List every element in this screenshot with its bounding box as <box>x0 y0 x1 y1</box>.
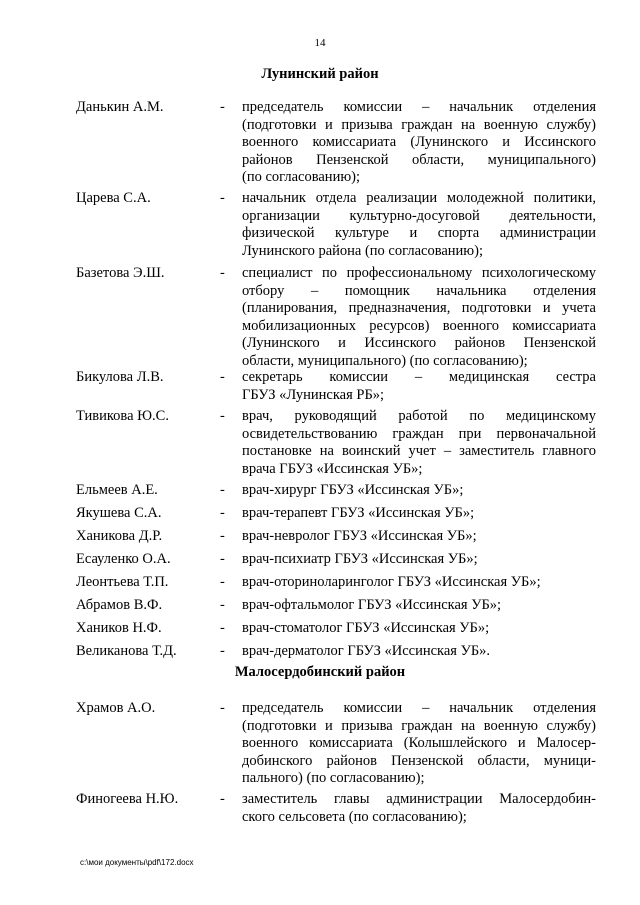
member-role <box>242 700 596 788</box>
dash-separator: - <box>220 643 225 659</box>
role-line: председатель комиссии – начальник отделения <box>242 99 596 115</box>
dash-separator: - <box>220 505 225 521</box>
role-line: (подготовки и призыва граждан на военную службу) <box>242 116 596 133</box>
footer-file-path: c:\мои документы\pdf\172.docx <box>80 858 194 867</box>
role-line: районов Пензенской области, муниципального) <box>242 151 596 168</box>
dash-separator: - <box>220 190 225 206</box>
dash-separator: - <box>220 574 225 590</box>
role-line: организации культурно-досуговой деятельности, <box>242 207 596 224</box>
member-role <box>242 482 596 500</box>
member-name: Великанова Т.Д. <box>76 643 177 659</box>
dash-separator: - <box>220 265 225 281</box>
member-role <box>242 643 596 661</box>
member-role <box>242 528 596 546</box>
member-name: Бикулова Л.В. <box>76 369 164 385</box>
dash-separator: - <box>220 528 225 544</box>
dash-separator: - <box>220 791 225 807</box>
member-name: Базетова Э.Ш. <box>76 265 165 281</box>
role-line: врач-хирург ГБУЗ «Иссинская УБ»; <box>242 482 464 498</box>
dash-separator: - <box>220 99 225 115</box>
member-role <box>242 265 596 371</box>
member-name: Ельмеев А.Е. <box>76 482 158 498</box>
role-line: врач-оториноларинголог ГБУЗ «Иссинская УБ»; <box>242 574 541 590</box>
role-line: мобилизационных ресурсов) военного комиссариата <box>242 317 596 334</box>
member-role <box>242 574 596 592</box>
dash-separator: - <box>220 597 225 613</box>
dash-separator: - <box>220 408 225 424</box>
member-name: Царева С.А. <box>76 190 151 206</box>
dash-separator: - <box>220 620 225 636</box>
role-line: отбору – помощник начальника отделения <box>242 282 596 299</box>
role-line: врач, руководящий работой по медицинскому <box>242 408 596 424</box>
dash-separator: - <box>220 551 225 567</box>
role-line: военного комиссариата (Колышлейского и Малосер- <box>242 735 596 752</box>
member-name: Якушева С.А. <box>76 505 162 521</box>
member-role <box>242 597 596 615</box>
member-name: Данькин А.М. <box>76 99 164 115</box>
member-name: Ханикова Д.Р. <box>76 528 163 544</box>
role-line: председатель комиссии – начальник отделения <box>242 700 596 716</box>
dash-separator: - <box>220 700 225 716</box>
member-role <box>242 99 596 187</box>
member-name: Леонтьева Т.П. <box>76 574 169 590</box>
role-line: начальник отдела реализации молодежной политики, <box>242 190 596 206</box>
page-number: 14 <box>314 37 326 49</box>
member-role <box>242 551 596 569</box>
dash-separator: - <box>220 369 225 385</box>
role-line: специалист по профессиональному психологическому <box>242 265 596 281</box>
role-line: области, муниципального) (по согласованию); <box>242 352 528 369</box>
role-line: врач-психиатр ГБУЗ «Иссинская УБ»; <box>242 551 478 567</box>
dash-separator: - <box>220 482 225 498</box>
role-line: заместитель главы администрации Малосердобин- <box>242 791 596 807</box>
role-line: добинского районов Пензенской области, муници- <box>242 752 596 769</box>
member-name: Храмов А.О. <box>76 700 156 716</box>
member-name: Хаников Н.Ф. <box>76 620 162 636</box>
role-line: физической культуре и спорта администрации <box>242 225 596 242</box>
role-line: врач-дерматолог ГБУЗ «Иссинская УБ». <box>242 643 491 659</box>
role-line: секретарь комиссии – медицинская сестра <box>242 369 596 385</box>
member-role <box>242 620 596 638</box>
role-line: (Лунинского и Иссинского районов Пензенской <box>242 335 596 352</box>
role-line: врач-стоматолог ГБУЗ «Иссинская УБ»; <box>242 620 490 636</box>
section-title-maloserdobino: Малосердобинский район <box>234 664 406 680</box>
member-name: Есауленко О.А. <box>76 551 171 567</box>
role-line: ского сельсовета (по согласованию); <box>242 808 467 825</box>
member-role <box>242 369 596 404</box>
role-line: пального) (по согласованию); <box>242 770 425 787</box>
section-title-lunino: Лунинский район <box>261 66 379 82</box>
role-line: освидетельствованию граждан при первоначальной <box>242 425 596 442</box>
member-role <box>242 791 596 826</box>
role-line: (подготовки и призыва граждан на военную службу) <box>242 717 596 734</box>
member-name: Финогеева Н.Ю. <box>76 791 179 807</box>
member-role <box>242 505 596 523</box>
role-line: постановке на воинский учет – заместитель главного <box>242 443 596 460</box>
role-line: (планирования, предназначения, подготовки и учета <box>242 300 596 317</box>
role-line: врач-офтальмолог ГБУЗ «Иссинская УБ»; <box>242 597 502 613</box>
member-role <box>242 190 596 260</box>
role-line: военного комиссариата (Лунинского и Иссинского <box>242 134 596 151</box>
role-line: ГБУЗ «Лунинская РБ»; <box>242 386 385 403</box>
role-line: врач-терапевт ГБУЗ «Иссинская УБ»; <box>242 505 475 521</box>
role-line: врач-невролог ГБУЗ «Иссинская УБ»; <box>242 528 477 544</box>
member-name: Тивикова Ю.С. <box>76 408 169 424</box>
role-line: Лунинского района (по согласованию); <box>242 242 483 259</box>
member-name: Абрамов В.Ф. <box>76 597 163 613</box>
role-line: (по согласованию); <box>242 169 361 186</box>
member-role <box>242 408 596 478</box>
role-line: врача ГБУЗ «Иссинская УБ»; <box>242 460 423 477</box>
